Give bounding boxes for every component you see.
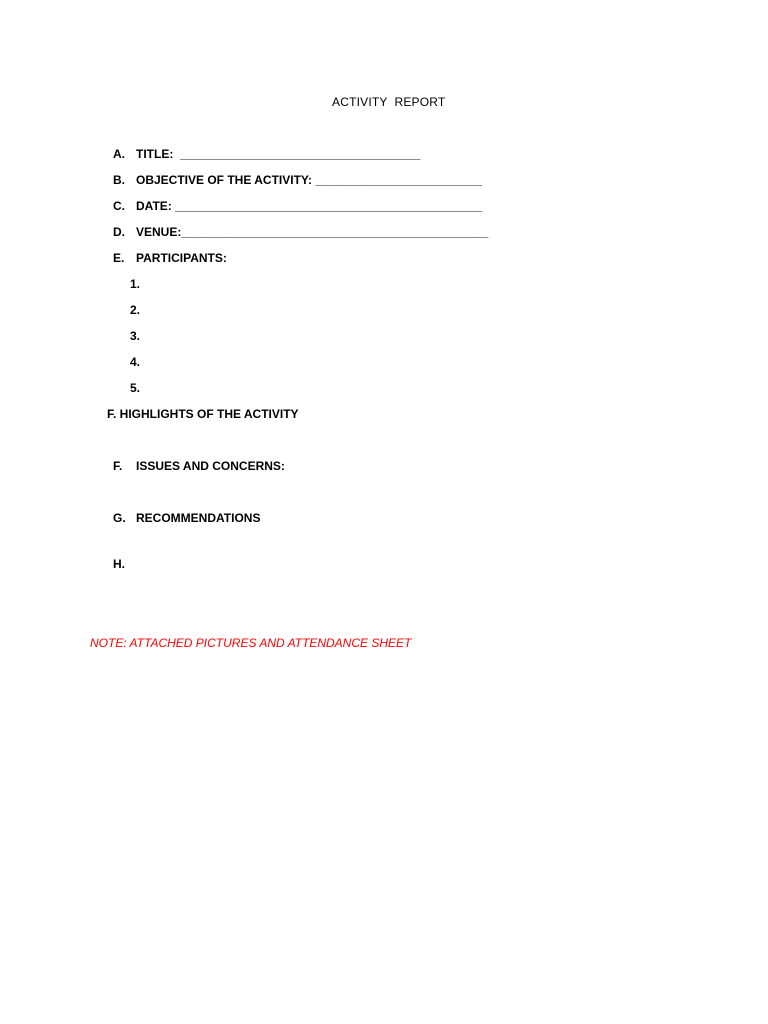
field-label: TITLE: ____________________________________	[136, 147, 421, 161]
section-letter: F.	[113, 459, 123, 473]
field-label: PARTICIPANTS:	[136, 251, 227, 265]
field-label: VENUE:______________________________________________	[136, 225, 489, 239]
field-letter: D.	[113, 225, 125, 239]
section-label: ISSUES AND CONCERNS:	[136, 459, 285, 473]
section-letter: H.	[113, 557, 125, 571]
participant-number: 4.	[130, 355, 141, 369]
participant-number: 5.	[130, 381, 141, 395]
field-letter: C.	[113, 199, 125, 213]
field-letter: A.	[113, 147, 125, 161]
attachment-note: NOTE: ATTACHED PICTURES AND ATTENDANCE SHEET	[90, 636, 412, 650]
section-issues	[113, 459, 285, 515]
participant-number: 1.	[130, 277, 141, 291]
field-letter: E.	[113, 251, 125, 265]
field-participants	[113, 251, 227, 307]
report-heading: ACTIVITY REPORT	[332, 95, 446, 109]
field-label: OBJECTIVE OF THE ACTIVITY: _________________________	[136, 173, 483, 187]
section-h	[113, 557, 126, 613]
field-label: DATE: ______________________________________________	[136, 199, 483, 213]
section-label: RECOMMENDATIONS	[136, 511, 261, 525]
field-letter: B.	[113, 173, 125, 187]
section-highlights: F. HIGHLIGHTS OF THE ACTIVITY	[107, 407, 299, 421]
participant-number: 2.	[130, 303, 141, 317]
participant-number: 3.	[130, 329, 141, 343]
section-letter: G.	[113, 511, 126, 525]
